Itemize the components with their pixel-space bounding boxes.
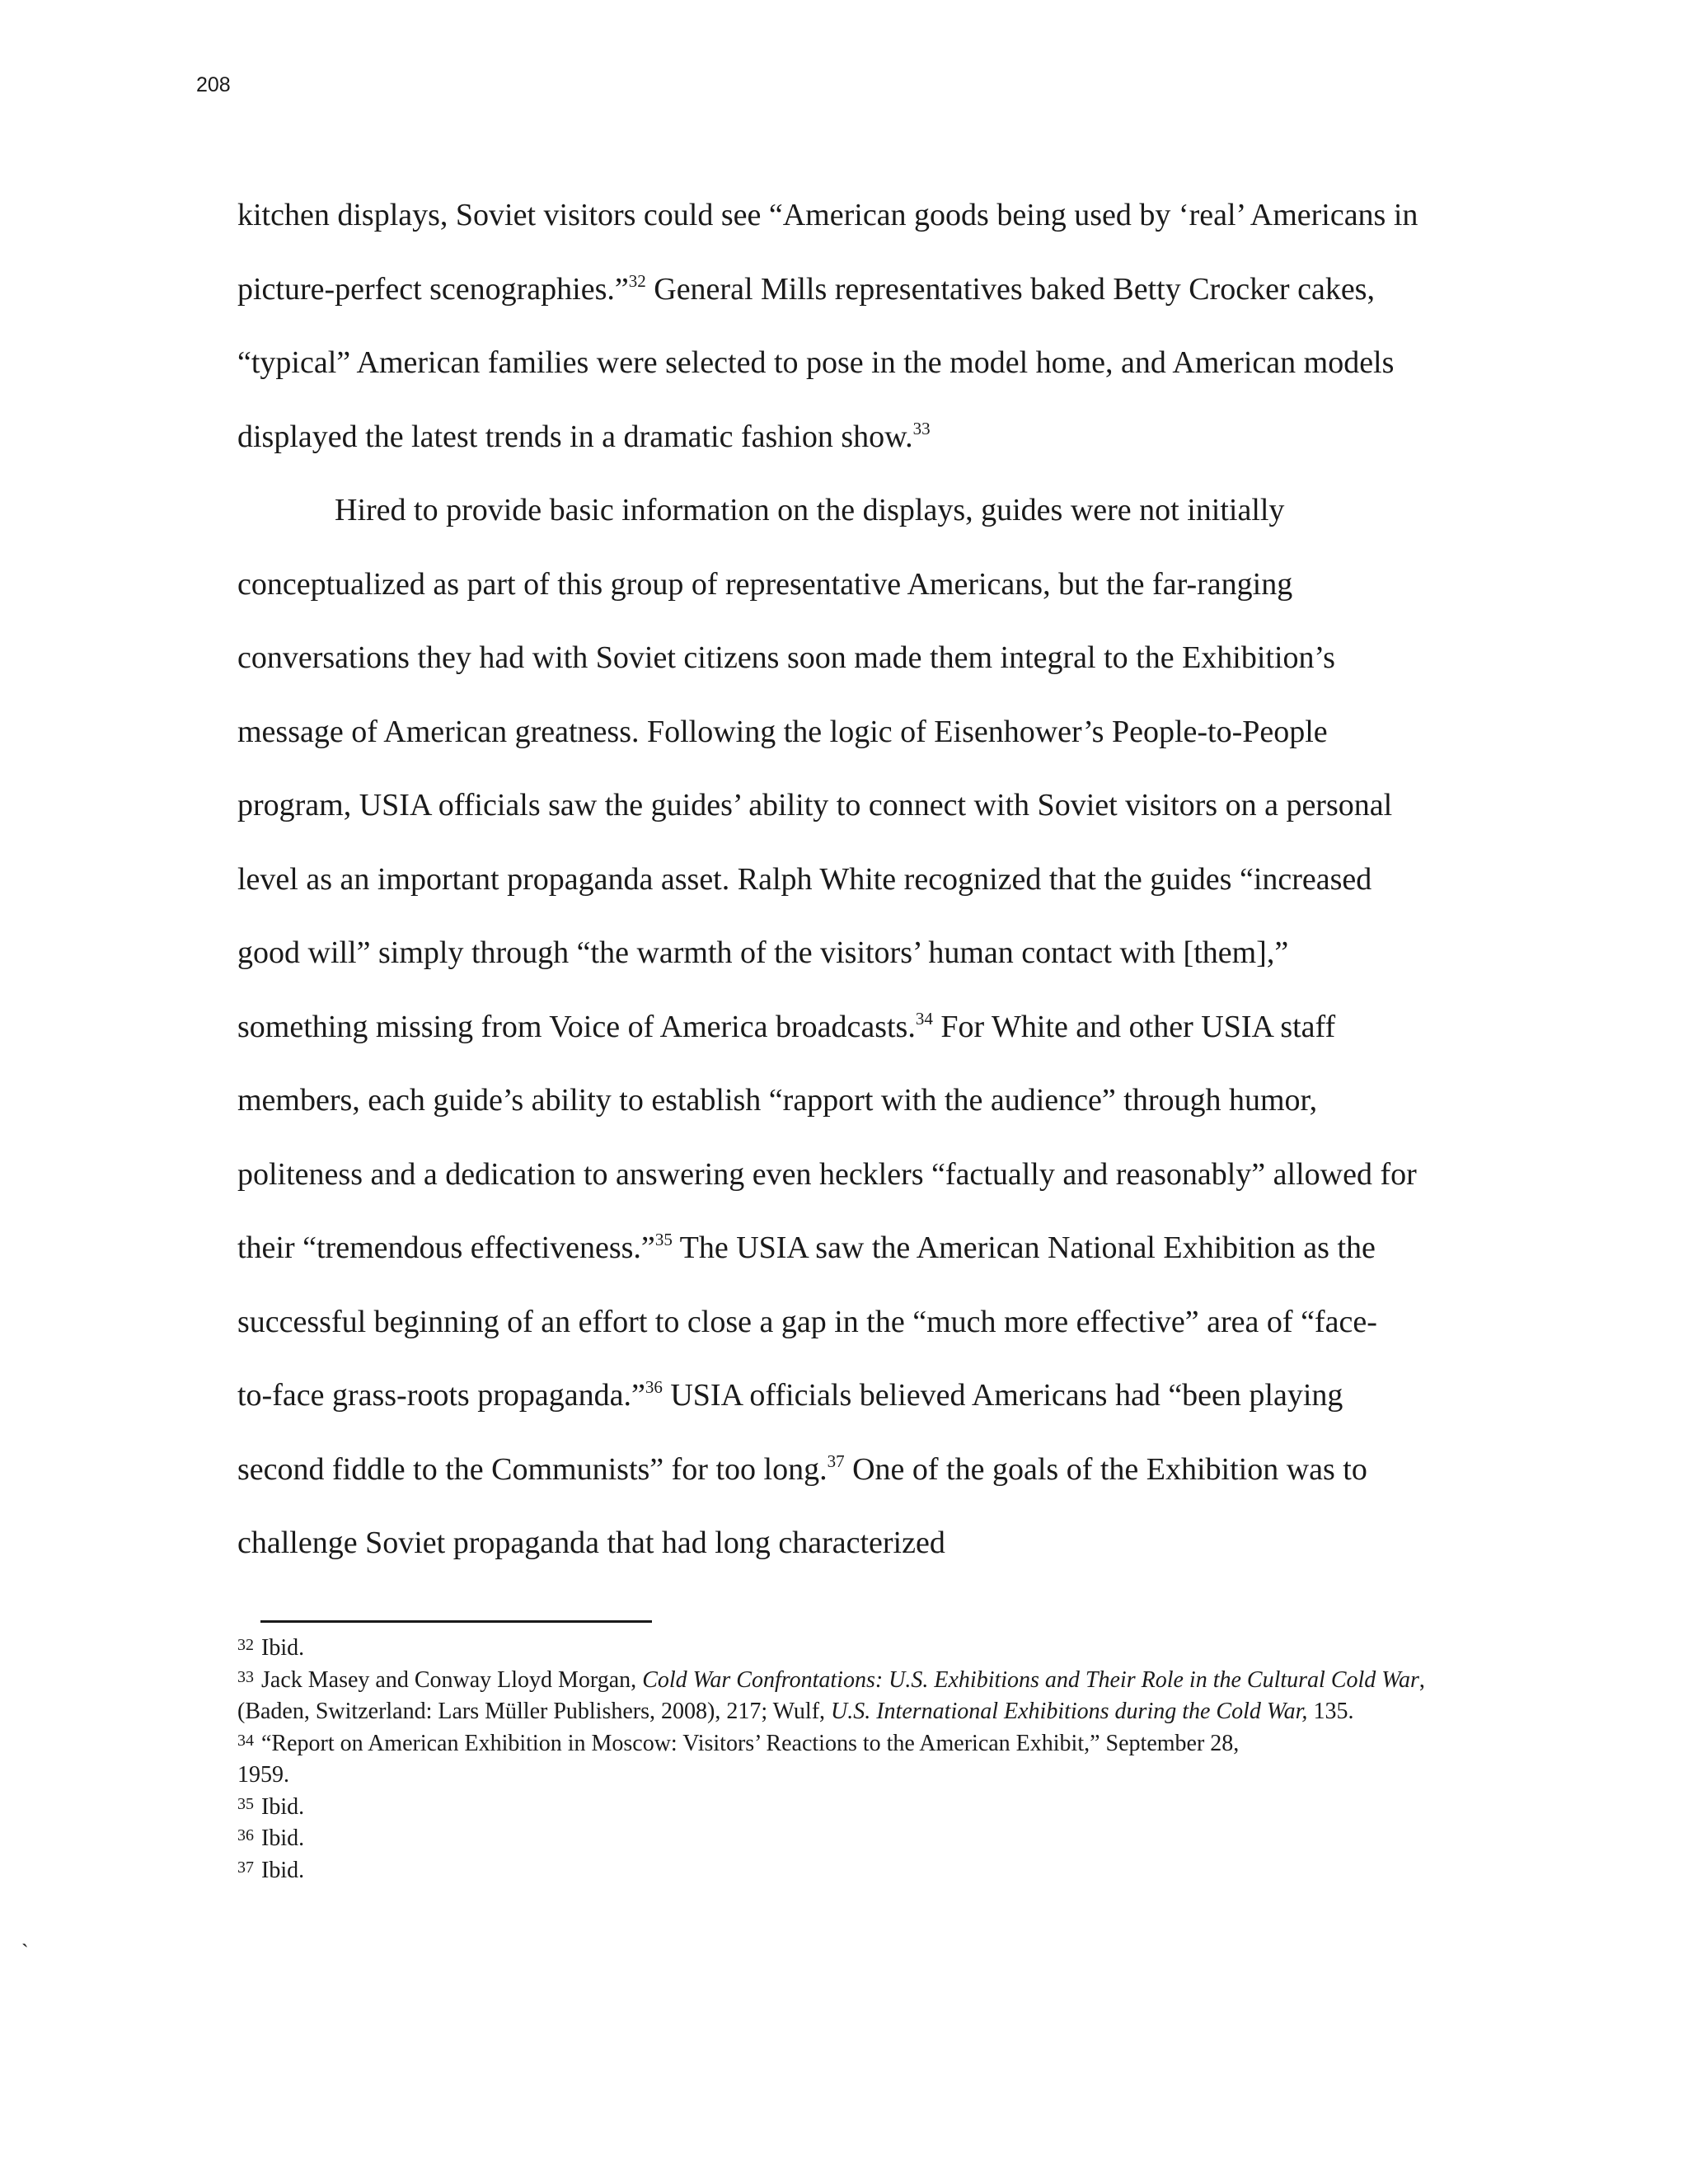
text-segment: Ibid. xyxy=(256,1793,305,1820)
footnote-line xyxy=(237,1633,1441,1665)
text-segment: conceptualized as part of this group of representative Americans, but the far-ranging xyxy=(237,566,1293,602)
footnotes xyxy=(237,1633,1441,1886)
italic-text: Cold War Confrontations: U.S. Exhibitions and Their Role in the Cultural Cold War xyxy=(642,1666,1419,1693)
text-segment: their “tremendous effectiveness.” xyxy=(237,1230,655,1265)
body-line xyxy=(237,560,1441,634)
body-line xyxy=(237,265,1441,339)
footnote-reference: 37 xyxy=(237,1858,254,1877)
body-line xyxy=(237,338,1441,412)
text-segment: politeness and a dedication to answering even hecklers “factually and reasonably” allowed for xyxy=(237,1156,1417,1192)
text-segment: Ibid. xyxy=(256,1825,305,1851)
footnote-reference: 32 xyxy=(237,1636,254,1654)
text-segment: to-face grass-roots propaganda.” xyxy=(237,1378,645,1413)
footnote-reference: 34 xyxy=(915,1008,933,1029)
body-line xyxy=(237,1371,1441,1445)
body-line xyxy=(237,707,1441,781)
stray-mark: ` xyxy=(21,1940,29,1964)
body-line xyxy=(237,1518,1441,1592)
footnote-reference: 35 xyxy=(237,1794,254,1813)
body-line xyxy=(237,1445,1441,1519)
text-segment: 135. xyxy=(1307,1699,1354,1724)
text-segment: members, each guide’s ability to establish “rapport with the audience” through humor, xyxy=(237,1083,1318,1118)
footnote-line xyxy=(237,1696,1441,1728)
footnote-reference: 33 xyxy=(237,1667,254,1686)
body-line xyxy=(237,1150,1441,1224)
footnote-line xyxy=(237,1855,1441,1887)
footnote-reference: 32 xyxy=(628,270,646,291)
text-segment: Ibid. xyxy=(256,1635,305,1661)
body-line xyxy=(237,412,1441,486)
footnote-reference: 34 xyxy=(237,1731,254,1750)
text-segment: program, USIA officials saw the guides’ ability to connect with Soviet visitors on a personal xyxy=(237,788,1393,823)
text-segment: , xyxy=(1418,1666,1425,1693)
text-segment: successful beginning of an effort to close a gap in the “much more effective” area of “face- xyxy=(237,1304,1377,1339)
body-line xyxy=(237,780,1441,855)
body-line xyxy=(237,1223,1441,1297)
text-segment: One of the goals of the Exhibition was to xyxy=(844,1451,1367,1487)
text-segment: displayed the latest trends in a dramatic fashion show. xyxy=(237,419,913,454)
text-segment: second fiddle to the Communists” for too long. xyxy=(237,1451,828,1487)
text-segment: Ibid. xyxy=(256,1857,305,1883)
text-segment: USIA officials believed Americans had “been playing xyxy=(662,1378,1343,1413)
footnote-line xyxy=(237,1823,1441,1855)
footnote-reference: 36 xyxy=(237,1826,254,1844)
footnote-line xyxy=(237,1728,1441,1760)
text-segment: General Mills representatives baked Betty Crocker cakes, xyxy=(645,271,1375,307)
text-segment: For White and other USIA staff xyxy=(932,1009,1336,1044)
text-segment: (Baden, Switzerland: Lars Müller Publishers, 2008), 217; Wulf, xyxy=(237,1699,832,1724)
text-segment: good will” simply through “the warmth of the visitors’ human contact with [them],” xyxy=(237,935,1289,970)
body-line xyxy=(237,1076,1441,1150)
text-segment: picture-perfect scenographies.” xyxy=(237,271,629,307)
text-segment: Jack Masey and Conway Lloyd Morgan, xyxy=(256,1666,643,1693)
text-segment: The USIA saw the American National Exhibition as the xyxy=(672,1230,1376,1265)
body-line xyxy=(237,1297,1441,1371)
text-segment: something missing from Voice of America broadcasts. xyxy=(237,1009,916,1044)
text-segment: kitchen displays, Soviet visitors could see “American goods being used by ‘real’ Americans in xyxy=(237,198,1418,232)
body-line xyxy=(237,1002,1441,1076)
footnote-line xyxy=(237,1792,1441,1824)
text-segment: “Report on American Exhibition in Moscow: Visitors’ Reactions to the American Exhibit,” September 28, xyxy=(256,1730,1240,1756)
text-segment: Hired to provide basic information on the displays, guides were not initially xyxy=(335,493,1285,527)
body-text xyxy=(237,190,1441,1592)
body-line xyxy=(237,928,1441,1002)
page-number: 208 xyxy=(196,73,231,96)
body-line xyxy=(237,855,1441,929)
italic-text: U.S. International Exhibitions during the Cold War, xyxy=(831,1699,1308,1724)
footnote-separator xyxy=(260,1620,652,1623)
text-segment: conversations they had with Soviet citizens soon made them integral to the Exhibition’s xyxy=(237,640,1335,675)
footnote-reference: 35 xyxy=(654,1230,673,1249)
footnote-reference: 37 xyxy=(827,1451,845,1471)
footnote-reference: 36 xyxy=(645,1377,663,1397)
text-segment: “typical” American families were selected to pose in the model home, and American models xyxy=(237,345,1395,380)
body-line xyxy=(237,190,1441,265)
footnote-line xyxy=(237,1665,1441,1697)
body-line xyxy=(237,485,1441,560)
body-line xyxy=(237,633,1441,707)
text-segment: 1959. xyxy=(237,1762,289,1788)
text-segment: challenge Soviet propaganda that had long characterized xyxy=(237,1526,945,1560)
footnote-reference: 33 xyxy=(912,418,931,438)
text-segment: level as an important propaganda asset. Ralph White recognized that the guides “increased xyxy=(237,861,1372,897)
footnote-line xyxy=(237,1760,1441,1792)
text-segment: message of American greatness. Following the logic of Eisenhower’s People-to-People xyxy=(237,714,1328,749)
